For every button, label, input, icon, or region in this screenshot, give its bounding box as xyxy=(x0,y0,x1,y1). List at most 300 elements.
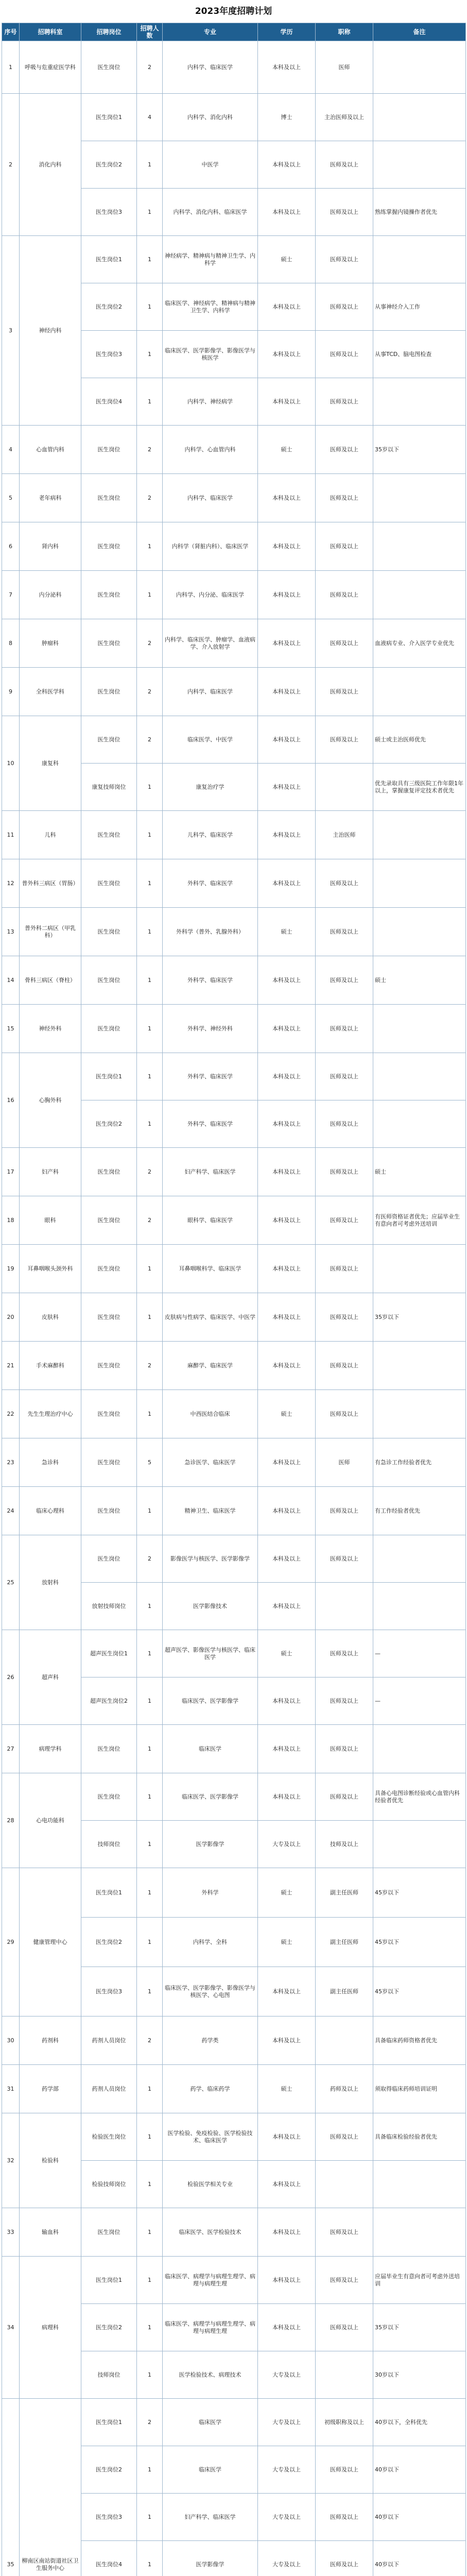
cell-position: 医生岗位 xyxy=(81,2208,137,2257)
cell-title xyxy=(316,764,373,811)
cell-count: 1 xyxy=(137,1725,163,1773)
cell-remark: — xyxy=(373,1630,466,1677)
cell-count: 5 xyxy=(137,1438,163,1487)
cell-position: 医生岗位 xyxy=(81,619,137,668)
cell-remark xyxy=(373,811,466,859)
cell-title: 主治医师及以上 xyxy=(316,94,373,141)
table-row xyxy=(2,1868,466,1918)
cell-major: 中医学 xyxy=(163,141,258,189)
cell-major: 外科学、临床医学 xyxy=(163,1100,258,1148)
cell-remark xyxy=(373,1725,466,1773)
cell-index: 29 xyxy=(2,1868,20,2016)
cell-remark: 应届毕业生有意向者可考虑外送培训 xyxy=(373,2257,466,2304)
cell-major: 医学检验技术、病理技术 xyxy=(163,2351,258,2399)
cell-count: 1 xyxy=(137,189,163,236)
cell-position: 医生岗位1 xyxy=(81,2257,137,2304)
cell-education: 硕士 xyxy=(258,2065,316,2113)
cell-department: 骨科三病区（脊柱） xyxy=(20,956,81,1005)
cell-count: 1 xyxy=(137,1245,163,1293)
cell-remark: 须取得临床药师培训证明 xyxy=(373,2065,466,2113)
cell-position: 医生岗位 xyxy=(81,859,137,908)
cell-position: 药剂人员岗位 xyxy=(81,2065,137,2113)
cell-index: 7 xyxy=(2,571,20,619)
cell-title xyxy=(316,2161,373,2208)
cell-index: 24 xyxy=(2,1487,20,1535)
cell-position: 放射技师岗位 xyxy=(81,1583,137,1630)
cell-remark: 硕士 xyxy=(373,1148,466,1196)
cell-title: 医师及以上 xyxy=(316,908,373,956)
table-row xyxy=(2,2065,466,2113)
cell-remark: 具备心电图诊断经验或心血管内科经验者优先 xyxy=(373,1773,466,1821)
cell-count: 1 xyxy=(137,1053,163,1100)
cell-department: 普外科二病区（甲乳科） xyxy=(20,908,81,956)
cell-title: 初级职称及以上 xyxy=(316,2399,373,2446)
cell-department: 耳鼻咽喉头颈外科 xyxy=(20,1245,81,1293)
cell-position: 医生岗位1 xyxy=(81,94,137,141)
col-header-education: 学历 xyxy=(258,23,316,41)
table-row xyxy=(2,811,466,859)
cell-major: 妇产科学、临床医学 xyxy=(163,1148,258,1196)
cell-education: 本科及以上 xyxy=(258,41,316,94)
cell-education: 本科及以上 xyxy=(258,1342,316,1390)
col-header-title: 职称 xyxy=(316,23,373,41)
cell-index: 4 xyxy=(2,426,20,474)
cell-major: 临床医学、神经病学、精神病与精神卫生学、内科学 xyxy=(163,283,258,331)
cell-major: 外科学、神经外科 xyxy=(163,1005,258,1053)
cell-major: 医学影像技术 xyxy=(163,1583,258,1630)
cell-index: 26 xyxy=(2,1630,20,1725)
table-row xyxy=(2,859,466,908)
cell-position: 医生岗位1 xyxy=(81,1053,137,1100)
cell-department: 肿瘤科 xyxy=(20,619,81,668)
cell-education: 本科及以上 xyxy=(258,522,316,571)
cell-index: 35 xyxy=(2,2399,20,2576)
cell-department: 心胸外科 xyxy=(20,1053,81,1148)
cell-department: 超声科 xyxy=(20,1630,81,1725)
cell-major: 内科学、全科 xyxy=(163,1918,258,1967)
cell-position: 医生岗位1 xyxy=(81,1868,137,1918)
cell-department: 心电功能科 xyxy=(20,1773,81,1868)
table-row xyxy=(2,1053,466,1100)
cell-department: 消化内科 xyxy=(20,94,81,236)
cell-count: 4 xyxy=(137,94,163,141)
cell-index: 11 xyxy=(2,811,20,859)
cell-index: 27 xyxy=(2,1725,20,1773)
cell-education: 本科及以上 xyxy=(258,716,316,764)
cell-major: 中西医结合临床 xyxy=(163,1390,258,1438)
cell-education: 硕士 xyxy=(258,426,316,474)
cell-index: 15 xyxy=(2,1005,20,1053)
cell-education: 博士 xyxy=(258,94,316,141)
cell-index: 22 xyxy=(2,1390,20,1438)
cell-position: 医生岗位 xyxy=(81,426,137,474)
cell-remark: 从事神经介入工作 xyxy=(373,283,466,331)
cell-education: 本科及以上 xyxy=(258,1196,316,1245)
cell-major: 药学类 xyxy=(163,2016,258,2065)
cell-count: 1 xyxy=(137,236,163,283)
cell-position: 医生岗位 xyxy=(81,522,137,571)
cell-education: 硕士 xyxy=(258,908,316,956)
cell-remark xyxy=(373,2161,466,2208)
cell-position: 医生岗位 xyxy=(81,1148,137,1196)
cell-department: 药剂科 xyxy=(20,2016,81,2065)
cell-position: 康复技师岗位 xyxy=(81,764,137,811)
cell-remark: 40岁以下 xyxy=(373,2494,466,2541)
cell-index: 6 xyxy=(2,522,20,571)
cell-count: 1 xyxy=(137,811,163,859)
cell-remark: 45岁以下 xyxy=(373,1967,466,2016)
cell-position: 检验技师岗位 xyxy=(81,2161,137,2208)
cell-title: 医师及以上 xyxy=(316,2446,373,2494)
cell-remark: 有工作经验者优先 xyxy=(373,1487,466,1535)
cell-title: 医师及以上 xyxy=(316,189,373,236)
cell-major: 影像医学与核医学、医学影像学 xyxy=(163,1535,258,1583)
cell-remark xyxy=(373,1100,466,1148)
cell-index: 20 xyxy=(2,1293,20,1342)
cell-department: 输血科 xyxy=(20,2208,81,2257)
header-row xyxy=(2,23,466,41)
cell-major: 医学检验、免疫检验、医学检验技术、临床医学 xyxy=(163,2113,258,2161)
cell-position: 医生岗位3 xyxy=(81,189,137,236)
cell-count: 1 xyxy=(137,1293,163,1342)
table-row xyxy=(2,1438,466,1487)
cell-index: 34 xyxy=(2,2257,20,2399)
cell-position: 医生岗位 xyxy=(81,1535,137,1583)
cell-major: 临床医学、医学影像学 xyxy=(163,1677,258,1725)
cell-title xyxy=(316,1583,373,1630)
cell-position: 医生岗位 xyxy=(81,474,137,522)
table-row xyxy=(2,2113,466,2161)
cell-position: 医生岗位4 xyxy=(81,2541,137,2576)
cell-department: 病理学科 xyxy=(20,1725,81,1773)
cell-title: 药师及以上 xyxy=(316,2065,373,2113)
cell-count: 1 xyxy=(137,859,163,908)
cell-department: 儿科 xyxy=(20,811,81,859)
table-row xyxy=(2,1535,466,1583)
cell-count: 1 xyxy=(137,1100,163,1148)
cell-title: 医师及以上 xyxy=(316,1487,373,1535)
cell-count: 1 xyxy=(137,2541,163,2576)
cell-position: 医生岗位 xyxy=(81,571,137,619)
cell-education: 本科及以上 xyxy=(258,1487,316,1535)
cell-remark xyxy=(373,2208,466,2257)
cell-position: 医生岗位 xyxy=(81,1390,137,1438)
cell-major: 内科学、内分泌、临床医学 xyxy=(163,571,258,619)
cell-education: 本科及以上 xyxy=(258,2304,316,2351)
cell-title: 医师及以上 xyxy=(316,2257,373,2304)
cell-index: 2 xyxy=(2,94,20,236)
cell-position: 医生岗位 xyxy=(81,1773,137,1821)
table-row xyxy=(2,571,466,619)
cell-major: 临床医学 xyxy=(163,1725,258,1773)
cell-title: 医师 xyxy=(316,1438,373,1487)
cell-education: 本科及以上 xyxy=(258,956,316,1005)
cell-index: 14 xyxy=(2,956,20,1005)
table-body xyxy=(2,41,466,2576)
cell-major: 眼科学、临床医学 xyxy=(163,1196,258,1245)
cell-department: 急诊科 xyxy=(20,1438,81,1487)
cell-major: 外科学、临床医学 xyxy=(163,859,258,908)
cell-education: 本科及以上 xyxy=(258,1677,316,1725)
cell-education: 本科及以上 xyxy=(258,1583,316,1630)
cell-title: 医师及以上 xyxy=(316,522,373,571)
cell-count: 1 xyxy=(137,1005,163,1053)
cell-remark: — xyxy=(373,1677,466,1725)
cell-count: 2 xyxy=(137,426,163,474)
cell-remark xyxy=(373,1245,466,1293)
cell-department: 妇产科 xyxy=(20,1148,81,1196)
table-row xyxy=(2,668,466,716)
cell-department: 肾内科 xyxy=(20,522,81,571)
cell-count: 1 xyxy=(137,283,163,331)
cell-remark: 有医师资格证者优先；应届毕业生有意向者可考虑外送培训 xyxy=(373,1196,466,1245)
cell-major: 临床医学 xyxy=(163,2399,258,2446)
cell-position: 医生岗位1 xyxy=(81,236,137,283)
table-row xyxy=(2,2016,466,2065)
cell-major: 临床医学、病理学与病理生理学、病理与病理生理 xyxy=(163,2257,258,2304)
cell-title: 医师及以上 xyxy=(316,956,373,1005)
cell-department: 药学部 xyxy=(20,2065,81,2113)
cell-count: 1 xyxy=(137,331,163,378)
table-row xyxy=(2,956,466,1005)
cell-remark xyxy=(373,1005,466,1053)
cell-education: 本科及以上 xyxy=(258,1245,316,1293)
cell-index: 28 xyxy=(2,1773,20,1868)
cell-position: 医生岗位2 xyxy=(81,2446,137,2494)
cell-education: 本科及以上 xyxy=(258,1773,316,1821)
cell-major: 医学影像学 xyxy=(163,1821,258,1868)
cell-position: 医生岗位 xyxy=(81,811,137,859)
cell-title: 医师及以上 xyxy=(316,1390,373,1438)
cell-department: 全科医学科 xyxy=(20,668,81,716)
cell-title: 医师及以上 xyxy=(316,619,373,668)
cell-major: 临床医学 xyxy=(163,2446,258,2494)
cell-major: 外科学 xyxy=(163,1868,258,1918)
cell-education: 本科及以上 xyxy=(258,1293,316,1342)
cell-position: 医生岗位1 xyxy=(81,2399,137,2446)
cell-position: 超声医生岗位2 xyxy=(81,1677,137,1725)
cell-education: 硕士 xyxy=(258,1918,316,1967)
cell-position: 医生岗位 xyxy=(81,1438,137,1487)
cell-major: 临床医学、中医学 xyxy=(163,716,258,764)
cell-title: 医师及以上 xyxy=(316,1677,373,1725)
cell-position: 医生岗位2 xyxy=(81,1918,137,1967)
cell-department: 眼科 xyxy=(20,1196,81,1245)
cell-remark: 从事TCD、脑电图检查 xyxy=(373,331,466,378)
cell-title: 医师及以上 xyxy=(316,2208,373,2257)
cell-count: 2 xyxy=(137,619,163,668)
cell-remark: 35岁以下 xyxy=(373,1293,466,1342)
cell-major: 急诊医学、临床医学 xyxy=(163,1438,258,1487)
cell-count: 1 xyxy=(137,1821,163,1868)
cell-remark: 40岁以下 xyxy=(373,2541,466,2576)
cell-major: 妇产科学、临床医学 xyxy=(163,2494,258,2541)
cell-title: 医师及以上 xyxy=(316,1725,373,1773)
cell-department: 临床心理科 xyxy=(20,1487,81,1535)
table-row xyxy=(2,474,466,522)
cell-major: 精神卫生、临床医学 xyxy=(163,1487,258,1535)
cell-index: 33 xyxy=(2,2208,20,2257)
cell-title: 技师及以上 xyxy=(316,1821,373,1868)
cell-major: 内科学、消化内科、临床医学 xyxy=(163,189,258,236)
cell-title: 医师及以上 xyxy=(316,2304,373,2351)
cell-remark xyxy=(373,1535,466,1583)
cell-education: 本科及以上 xyxy=(258,2208,316,2257)
cell-education: 本科及以上 xyxy=(258,2161,316,2208)
table-row xyxy=(2,1390,466,1438)
cell-title: 副主任医师 xyxy=(316,1967,373,2016)
cell-major: 临床医学、医学影像学、影像医学与核医学、心电图 xyxy=(163,1967,258,2016)
cell-title: 医师及以上 xyxy=(316,2541,373,2576)
cell-remark: 45岁以下 xyxy=(373,1918,466,1967)
cell-education: 大专及以上 xyxy=(258,1821,316,1868)
cell-remark xyxy=(373,94,466,141)
cell-remark xyxy=(373,141,466,189)
col-header-department: 招聘科室 xyxy=(20,23,81,41)
cell-major: 医学影像学 xyxy=(163,2541,258,2576)
cell-education: 本科及以上 xyxy=(258,2016,316,2065)
cell-count: 1 xyxy=(137,1677,163,1725)
cell-education: 本科及以上 xyxy=(258,571,316,619)
table-row xyxy=(2,1196,466,1245)
cell-remark: 具备临床药师资格者优先 xyxy=(373,2016,466,2065)
cell-remark xyxy=(373,474,466,522)
cell-title: 医师及以上 xyxy=(316,716,373,764)
cell-education: 大专及以上 xyxy=(258,2399,316,2446)
table-row xyxy=(2,1630,466,1677)
cell-department: 普外科三病区（胃肠） xyxy=(20,859,81,908)
cell-index: 21 xyxy=(2,1342,20,1390)
cell-index: 1 xyxy=(2,41,20,94)
cell-title: 医师及以上 xyxy=(316,668,373,716)
cell-count: 1 xyxy=(137,1918,163,1967)
cell-education: 本科及以上 xyxy=(258,283,316,331)
cell-major: 临床医学、医学检验技术 xyxy=(163,2208,258,2257)
col-header-index: 序号 xyxy=(2,23,20,41)
cell-title: 医师及以上 xyxy=(316,1005,373,1053)
cell-position: 技师岗位 xyxy=(81,2351,137,2399)
cell-title: 医师及以上 xyxy=(316,1630,373,1677)
cell-major: 内科学、心血管内科 xyxy=(163,426,258,474)
cell-major: 内科学、临床医学、肿瘤学、血液病学、介入放射学 xyxy=(163,619,258,668)
cell-title: 医师及以上 xyxy=(316,2113,373,2161)
cell-remark: 45岁以下 xyxy=(373,1868,466,1918)
cell-education: 本科及以上 xyxy=(258,141,316,189)
cell-position: 医生岗位4 xyxy=(81,378,137,426)
cell-index: 13 xyxy=(2,908,20,956)
cell-remark xyxy=(373,236,466,283)
cell-position: 技师岗位 xyxy=(81,1821,137,1868)
table-row xyxy=(2,94,466,141)
cell-count: 1 xyxy=(137,1487,163,1535)
cell-department: 柳南区南站街道社区卫生服务中心 xyxy=(20,2399,81,2576)
cell-count: 1 xyxy=(137,2494,163,2541)
cell-remark xyxy=(373,908,466,956)
cell-index: 9 xyxy=(2,668,20,716)
cell-count: 1 xyxy=(137,141,163,189)
cell-title: 医师及以上 xyxy=(316,331,373,378)
cell-count: 1 xyxy=(137,1868,163,1918)
cell-index: 8 xyxy=(2,619,20,668)
cell-count: 1 xyxy=(137,908,163,956)
cell-department: 呼吸与危重症医学科 xyxy=(20,41,81,94)
cell-count: 1 xyxy=(137,378,163,426)
cell-index: 25 xyxy=(2,1535,20,1630)
cell-count: 2 xyxy=(137,1535,163,1583)
cell-count: 2 xyxy=(137,1196,163,1245)
cell-remark: 有急诊工作经验者优先 xyxy=(373,1438,466,1487)
cell-title: 副主任医师 xyxy=(316,1868,373,1918)
table-row xyxy=(2,522,466,571)
cell-position: 医生岗位 xyxy=(81,1725,137,1773)
cell-major: 神经病学、精神病与精神卫生学、内科学 xyxy=(163,236,258,283)
cell-education: 本科及以上 xyxy=(258,619,316,668)
cell-count: 1 xyxy=(137,764,163,811)
cell-count: 2 xyxy=(137,2399,163,2446)
cell-title: 医师及以上 xyxy=(316,1196,373,1245)
table-row xyxy=(2,1342,466,1390)
cell-remark xyxy=(373,668,466,716)
cell-position: 医生岗位3 xyxy=(81,2494,137,2541)
cell-count: 1 xyxy=(137,2113,163,2161)
table-row xyxy=(2,1725,466,1773)
cell-education: 本科及以上 xyxy=(258,1053,316,1100)
cell-index: 31 xyxy=(2,2065,20,2113)
cell-education: 大专及以上 xyxy=(258,2494,316,2541)
cell-title: 副主任医师 xyxy=(316,1918,373,1967)
cell-count: 2 xyxy=(137,41,163,94)
cell-position: 医生岗位3 xyxy=(81,1967,137,2016)
cell-index: 23 xyxy=(2,1438,20,1487)
cell-count: 1 xyxy=(137,1773,163,1821)
cell-title: 医师及以上 xyxy=(316,2494,373,2541)
cell-position: 医生岗位 xyxy=(81,1196,137,1245)
table-row xyxy=(2,1487,466,1535)
cell-major: 耳鼻咽喉科学、临床医学 xyxy=(163,1245,258,1293)
cell-education: 本科及以上 xyxy=(258,1148,316,1196)
col-header-remark: 备注 xyxy=(373,23,466,41)
cell-index: 10 xyxy=(2,716,20,811)
cell-remark: 40岁以下 xyxy=(373,2446,466,2494)
cell-title: 医师及以上 xyxy=(316,141,373,189)
cell-count: 1 xyxy=(137,2257,163,2304)
cell-position: 医生岗位 xyxy=(81,1487,137,1535)
cell-remark xyxy=(373,1390,466,1438)
cell-department: 病理科 xyxy=(20,2257,81,2399)
cell-count: 1 xyxy=(137,2208,163,2257)
cell-count: 1 xyxy=(137,522,163,571)
table-row xyxy=(2,2257,466,2304)
cell-index: 3 xyxy=(2,236,20,426)
cell-title: 医师及以上 xyxy=(316,426,373,474)
cell-department: 手术麻醉科 xyxy=(20,1342,81,1390)
cell-major: 外科学、临床医学 xyxy=(163,956,258,1005)
cell-count: 1 xyxy=(137,956,163,1005)
cell-remark: 硕士 xyxy=(373,956,466,1005)
cell-department: 神经外科 xyxy=(20,1005,81,1053)
cell-index: 32 xyxy=(2,2113,20,2208)
cell-major: 内科学、临床医学 xyxy=(163,474,258,522)
cell-department: 心血管内科 xyxy=(20,426,81,474)
cell-position: 医生岗位 xyxy=(81,1342,137,1390)
cell-major: 内科学、消化内科 xyxy=(163,94,258,141)
cell-department: 内分泌科 xyxy=(20,571,81,619)
table-row xyxy=(2,1148,466,1196)
cell-education: 本科及以上 xyxy=(258,668,316,716)
table-row xyxy=(2,1005,466,1053)
cell-position: 医生岗位 xyxy=(81,41,137,94)
cell-major: 超声医学、影像医学与核医学、临床医学 xyxy=(163,1630,258,1677)
